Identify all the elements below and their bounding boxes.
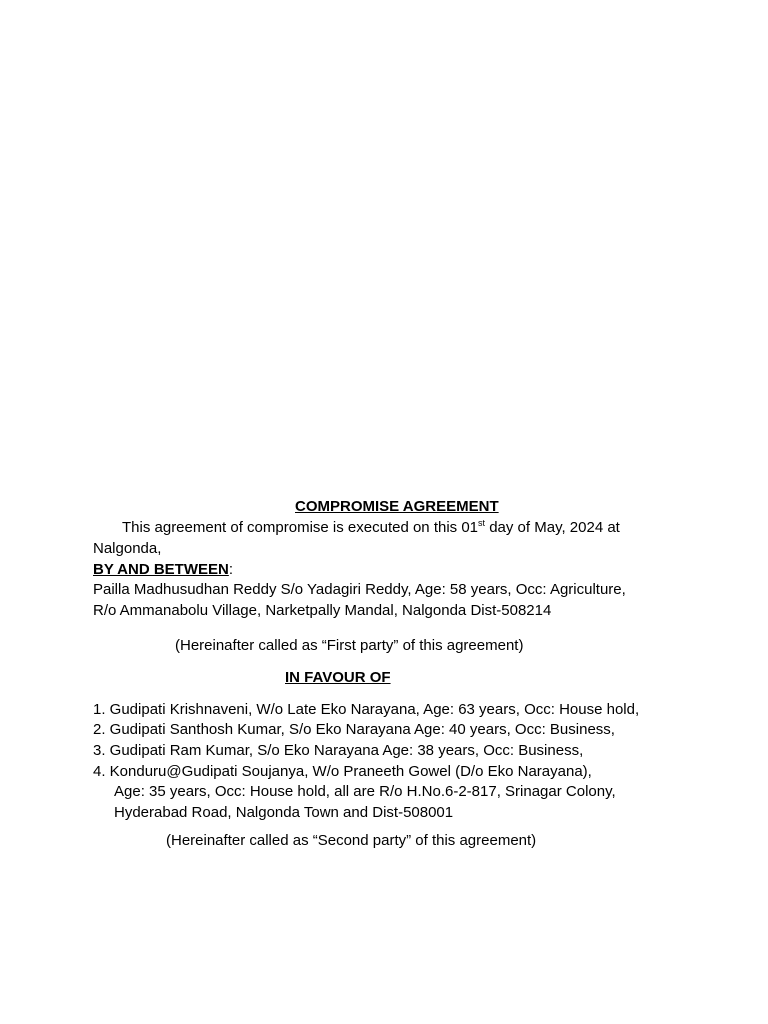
second-party-item-1: 1. Gudipati Krishnaveni, W/o Late Eko Narayana, Age: 63 years, Occ: House hold, (93, 701, 640, 718)
second-party-continuation-1: Age: 35 years, Occ: House hold, all are R/o H.No.6-2-817, Srinagar Colony, (114, 783, 616, 800)
by-and-between-heading (93, 560, 233, 580)
intro-text-pre: This agreement of compromise is executed on this 01 (122, 519, 479, 536)
second-party-item-4: 4. Konduru@Gudipati Soujanya, W/o Praneeth Gowel (D/o Eko Narayana), (93, 763, 592, 780)
intro-date-suffix: st (478, 518, 486, 528)
first-party-note: (Hereinafter called as “First party” of this agreement) (175, 637, 524, 654)
by-and-between-colon: : (228, 561, 234, 578)
in-favour-of-heading: IN FAVOUR OF (285, 669, 391, 686)
second-party-continuation-2: Hyderabad Road, Nalgonda Town and Dist-508001 (114, 804, 454, 821)
second-party-note: (Hereinafter called as “Second party” of this agreement) (166, 832, 537, 849)
intro-text-post: day of May, 2024 at (485, 519, 620, 536)
first-party-line-2: R/o Ammanabolu Village, Narketpally Mandal, Nalgonda Dist-508214 (93, 602, 552, 619)
intro-line-2: Nalgonda, (93, 540, 162, 557)
agreement-title: COMPROMISE AGREEMENT (295, 498, 499, 515)
intro-line-1 (122, 518, 620, 538)
second-party-item-2: 2. Gudipati Santhosh Kumar, S/o Eko Narayana Age: 40 years, Occ: Business, (93, 721, 615, 738)
second-party-item-3: 3. Gudipati Ram Kumar, S/o Eko Narayana Age: 38 years, Occ: Business, (93, 742, 584, 759)
by-and-between-label: BY AND BETWEEN (93, 561, 229, 578)
first-party-line-1: Pailla Madhusudhan Reddy S/o Yadagiri Reddy, Age: 58 years, Occ: Agriculture, (93, 581, 626, 598)
